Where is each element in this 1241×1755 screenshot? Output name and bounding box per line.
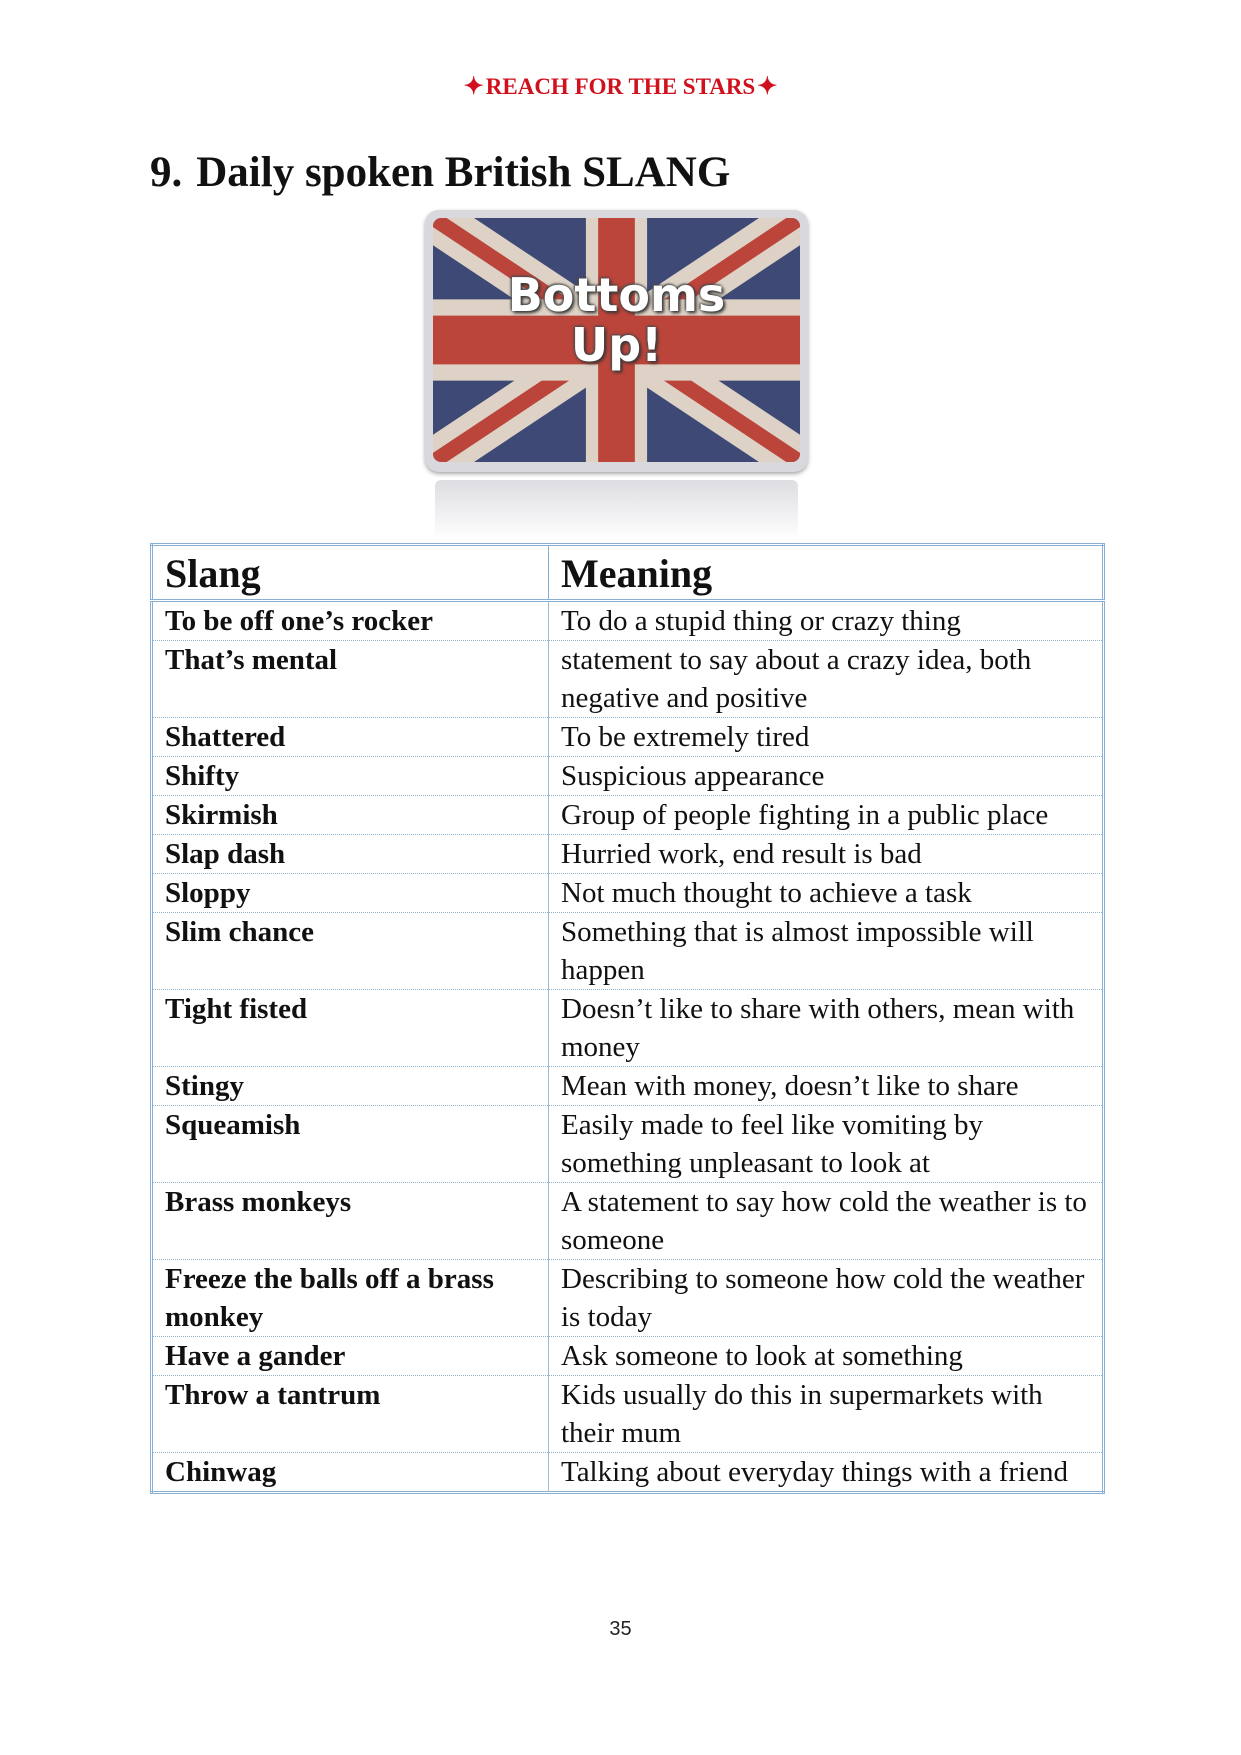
slang-table xyxy=(150,543,1105,1494)
bottoms-up-banner xyxy=(425,210,808,540)
slang-meaning: Suspicious appearance xyxy=(549,757,1104,796)
slang-meaning: Doesn’t like to share with others, mean with money xyxy=(549,990,1104,1067)
slang-term: Tight fisted xyxy=(152,990,549,1067)
slang-term: Sloppy xyxy=(152,874,549,913)
table-row xyxy=(152,874,1104,913)
slang-term: That’s mental xyxy=(152,641,549,718)
section-title: Daily spoken British SLANG xyxy=(196,149,731,196)
table-row xyxy=(152,1453,1104,1493)
banner-reflection xyxy=(435,480,798,540)
banner-line-1: Bottoms xyxy=(507,268,726,322)
table-row xyxy=(152,835,1104,874)
slang-meaning: To do a stupid thing or crazy thing xyxy=(549,601,1104,641)
slang-term: Brass monkeys xyxy=(152,1183,549,1260)
slang-meaning: Mean with money, doesn’t like to share xyxy=(549,1067,1104,1106)
slang-meaning: Hurried work, end result is bad xyxy=(549,835,1104,874)
slang-meaning: A statement to say how cold the weather is to someone xyxy=(549,1183,1104,1260)
slang-meaning: Talking about everyday things with a friend xyxy=(549,1453,1104,1493)
table-row xyxy=(152,1337,1104,1376)
slang-term: To be off one’s rocker xyxy=(152,601,549,641)
table-row xyxy=(152,1260,1104,1337)
slang-term: Squeamish xyxy=(152,1106,549,1183)
table-row xyxy=(152,990,1104,1067)
star-icon-right: ✦ xyxy=(757,74,778,100)
section-number: 9. xyxy=(150,149,183,196)
slang-meaning: Group of people fighting in a public place xyxy=(549,796,1104,835)
page-number: 35 xyxy=(609,1618,632,1640)
slang-meaning: Easily made to feel like vomiting by something unpleasant to look at xyxy=(549,1106,1104,1183)
slang-meaning: Ask someone to look at something xyxy=(549,1337,1104,1376)
slang-term: Shifty xyxy=(152,757,549,796)
banner-caption xyxy=(425,270,808,370)
column-header-meaning: Meaning xyxy=(549,545,1104,601)
header-text: REACH FOR THE STARS xyxy=(485,74,756,99)
slang-meaning: statement to say about a crazy idea, both negative and positive xyxy=(549,641,1104,718)
slang-meaning: Not much thought to achieve a task xyxy=(549,874,1104,913)
slang-meaning: To be extremely tired xyxy=(549,718,1104,757)
page-title xyxy=(150,148,730,197)
table-row xyxy=(152,1183,1104,1260)
slang-term: Freeze the balls off a brass monkey xyxy=(152,1260,549,1337)
table-row xyxy=(152,913,1104,990)
slang-meaning: Something that is almost impossible will happen xyxy=(549,913,1104,990)
slang-term: Stingy xyxy=(152,1067,549,1106)
star-icon-left: ✦ xyxy=(463,74,484,100)
slang-term: Chinwag xyxy=(152,1453,549,1493)
table-row xyxy=(152,1106,1104,1183)
slang-term: Slim chance xyxy=(152,913,549,990)
slang-term: Shattered xyxy=(152,718,549,757)
table-row xyxy=(152,757,1104,796)
slang-term: Skirmish xyxy=(152,796,549,835)
column-header-slang: Slang xyxy=(152,545,549,601)
table-row xyxy=(152,641,1104,718)
table-row xyxy=(152,601,1104,641)
running-header xyxy=(0,72,1241,101)
slang-term: Throw a tantrum xyxy=(152,1376,549,1453)
table-row xyxy=(152,1067,1104,1106)
slang-meaning: Describing to someone how cold the weather is today xyxy=(549,1260,1104,1337)
slang-meaning: Kids usually do this in supermarkets with their mum xyxy=(549,1376,1104,1453)
banner-frame xyxy=(425,210,808,472)
slang-term: Slap dash xyxy=(152,835,549,874)
table-row xyxy=(152,796,1104,835)
slang-term: Have a gander xyxy=(152,1337,549,1376)
banner-line-2: Up! xyxy=(570,318,663,372)
table-header-row xyxy=(152,545,1104,601)
table-row xyxy=(152,718,1104,757)
table-row xyxy=(152,1376,1104,1453)
